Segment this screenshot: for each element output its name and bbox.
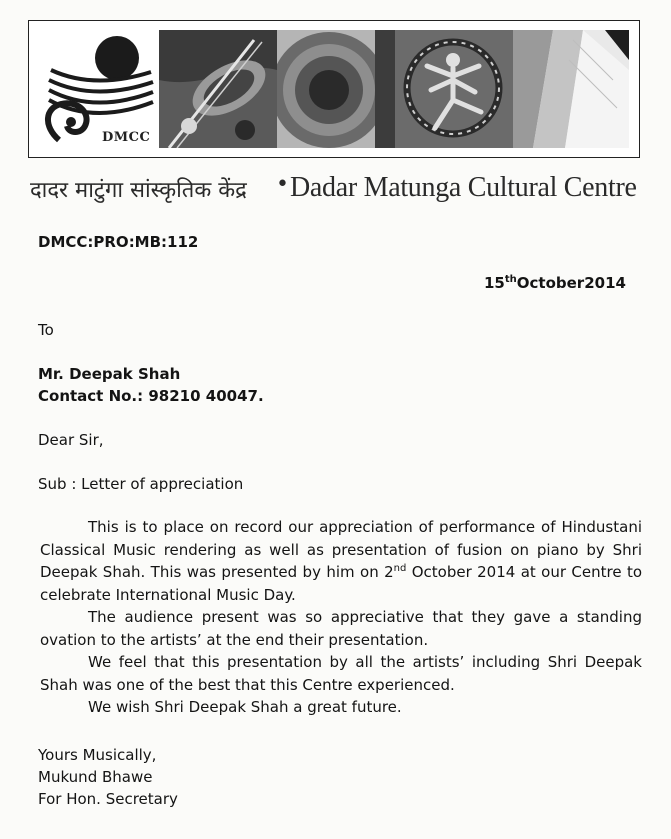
- paragraph-2: [40, 606, 642, 651]
- paragraph-1-text-b: October 2014 at our Centre to celebrate International Music Day.: [40, 563, 643, 604]
- paragraph-2-text: The audience present was so appreciative that they gave a standing ovation to the artists’ at the end their presentation.: [40, 608, 642, 649]
- paragraph-4-text: We wish Shri Deepak Shah a great future.: [88, 698, 402, 716]
- paragraph-1: [40, 516, 642, 606]
- letterhead-banner: [28, 20, 640, 158]
- date-month-year: October2014: [516, 274, 626, 292]
- paragraph-1-ordinal: nd: [393, 563, 407, 574]
- nataraja-icon: [395, 30, 513, 148]
- recipient-name: Mr. Deepak Shah: [38, 365, 181, 383]
- closing: Yours Musically,: [38, 746, 157, 764]
- recipient-contact: Contact No.: 98210 40047.: [38, 387, 264, 405]
- nataraja-photo: [395, 30, 513, 148]
- paragraph-4: [40, 696, 642, 719]
- salutation: Dear Sir,: [38, 431, 104, 449]
- drum-photo: [277, 30, 395, 148]
- veena-icon: [159, 30, 277, 148]
- date-day: 15: [484, 274, 505, 292]
- date-suffix: th: [504, 274, 517, 285]
- book-icon: [513, 30, 629, 148]
- letter-date: [484, 273, 626, 293]
- dmcc-logo: [39, 30, 159, 148]
- paragraph-1-text-a: This is to place on record our appreciation of performance of Hindustani Classical Music rendering as well as presentation of fusion on piano by Shri Deepak Shah. This was presented by him on 2: [40, 518, 642, 581]
- drum-icon: [277, 30, 395, 148]
- book-photo: [513, 30, 629, 148]
- centre-name-english: Dadar Matunga Cultural Centre: [290, 172, 637, 203]
- to-label: To: [38, 321, 54, 339]
- logo-text: DMCC: [102, 130, 151, 145]
- centre-name-separator: •: [276, 172, 289, 197]
- paragraph-3-text: We feel that this presentation by all the artists’ including Shri Deepak Shah was one of the best that this Centre experienced.: [40, 653, 642, 694]
- centre-name-line: [30, 172, 642, 204]
- reference-number: DMCC:PRO:MB:112: [38, 233, 199, 251]
- subject-line: Sub : Letter of appreciation: [38, 475, 244, 493]
- signatory-designation: For Hon. Secretary: [38, 790, 178, 808]
- paragraph-3: [40, 651, 642, 696]
- signatory-name: Mukund Bhawe: [38, 768, 153, 786]
- veena-photo: [159, 30, 277, 148]
- centre-name-hindi: दादर माटुंगा सांस्कृतिक केंद्र: [30, 178, 247, 203]
